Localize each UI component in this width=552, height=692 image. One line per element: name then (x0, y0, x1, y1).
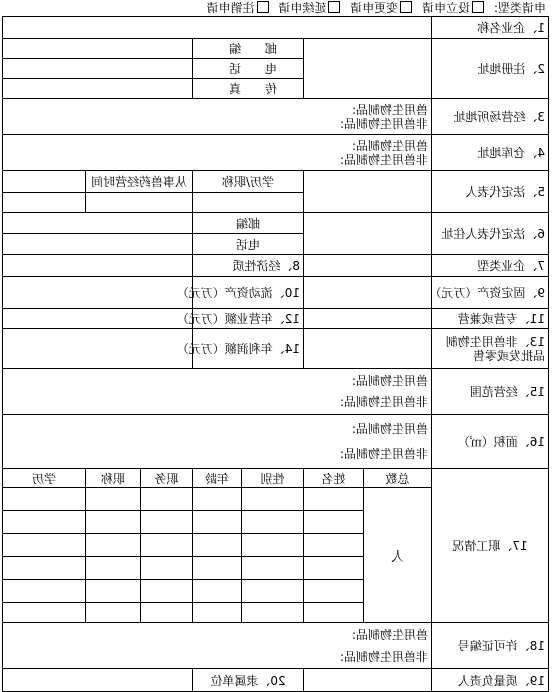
annual-turnover-label: 12、年营业额（万元） (193, 309, 304, 329)
warehouse-address-label: 4、仓库地址 (432, 135, 549, 171)
vet-bio-label: 兽用生物制品: (351, 138, 428, 153)
staff-cell[interactable] (304, 534, 364, 557)
col-gender: 性别 (242, 469, 304, 488)
col-education: 学历 (3, 469, 86, 488)
staff-cell[interactable] (304, 488, 364, 511)
registered-address-label: 2、注册地址 (432, 39, 549, 99)
fax-label: 传 真 (193, 79, 304, 99)
staff-total-value: 人 (364, 488, 432, 623)
economic-nature-label: 8、经济性质 (193, 255, 304, 277)
staff-cell[interactable] (3, 580, 86, 603)
option-cancel[interactable]: 注销申请 (207, 1, 269, 15)
business-address-label: 3、经营场所地址 (432, 99, 549, 135)
application-type-line (0, 0, 552, 16)
business-scope-value[interactable] (3, 369, 432, 415)
staff-cell[interactable] (86, 557, 141, 580)
company-type-value[interactable] (304, 255, 432, 277)
checkbox-icon[interactable] (257, 1, 269, 13)
education-title-label: 学历/职称 (193, 171, 304, 193)
nonvet-bio-label: 非兽用生物制品: (339, 394, 428, 409)
nonvet-bio-label: 非兽用生物制品: (339, 116, 428, 131)
wholesale-retail-value[interactable] (304, 329, 432, 369)
quality-manager-label: 19、质量负责人 (432, 669, 549, 692)
business-scope-label: 15、经营范围 (432, 369, 549, 415)
experience-years-value[interactable] (3, 171, 86, 193)
staff-cell[interactable] (242, 603, 304, 623)
staff-cell[interactable] (242, 557, 304, 580)
option-change[interactable]: 变更申请 (350, 1, 412, 15)
annual-profit-label: 14、年利润额（万元） (193, 329, 304, 369)
affiliated-unit-label: 20、隶属单位 (193, 669, 304, 692)
company-name-value[interactable] (3, 17, 432, 39)
registered-address-value[interactable] (304, 39, 432, 99)
current-assets-value[interactable] (3, 277, 193, 309)
experience-years-label: 从事兽药经营时间 (86, 171, 193, 193)
annual-profit-value[interactable] (3, 329, 193, 369)
col-name: 姓名 (304, 469, 364, 488)
vet-bio-label: 兽用生物制品: (351, 373, 428, 388)
staff-cell[interactable] (141, 488, 193, 511)
staff-cell[interactable] (141, 557, 193, 580)
vet-bio-label: 兽用生物制品: (351, 421, 428, 436)
staff-cell[interactable] (3, 488, 86, 511)
legal-rep-label: 5、法定代表人 (432, 171, 549, 213)
staff-cell[interactable] (3, 511, 86, 534)
license-number-value[interactable] (3, 623, 432, 669)
apply-type-label: 申请类型: (493, 1, 546, 15)
staff-cell[interactable] (141, 511, 193, 534)
education-title-value[interactable] (193, 193, 304, 213)
staff-cell[interactable] (193, 534, 242, 557)
nonvet-bio-label: 非兽用生物制品: (339, 649, 428, 664)
phone-label: 电话 (193, 234, 304, 255)
staff-cell[interactable] (3, 534, 86, 557)
checkbox-icon[interactable] (472, 1, 484, 13)
legal-rep-value[interactable] (304, 171, 432, 213)
fixed-assets-value[interactable] (304, 277, 432, 309)
staff-cell[interactable] (304, 580, 364, 603)
staff-cell[interactable] (193, 557, 242, 580)
area-value[interactable] (3, 415, 432, 469)
staff-cell[interactable] (304, 511, 364, 534)
option-renew[interactable]: 延续申请 (278, 1, 340, 15)
staff-cell[interactable] (3, 557, 86, 580)
staff-cell[interactable] (86, 580, 141, 603)
checkbox-icon[interactable] (328, 1, 340, 13)
nonvet-bio-label: 非兽用生物制品: (339, 152, 428, 167)
vet-bio-label: 兽用生物制品: (351, 102, 428, 117)
staff-cell[interactable] (242, 511, 304, 534)
license-number-label: 18、许可证编号 (432, 623, 549, 669)
checkbox-icon[interactable] (400, 1, 412, 13)
blank-cell[interactable] (3, 193, 86, 213)
staff-cell[interactable] (304, 557, 364, 580)
staff-cell[interactable] (242, 488, 304, 511)
staff-cell[interactable] (193, 511, 242, 534)
staff-cell[interactable] (141, 534, 193, 557)
company-type-label: 7、企业类型 (432, 255, 549, 277)
option-establish[interactable]: 设立申请 (422, 1, 484, 15)
staff-label: 17、职工情况 (432, 469, 549, 623)
col-position: 职务 (141, 469, 193, 488)
area-label: 16、面积（㎡） (432, 415, 549, 469)
fax-value[interactable] (3, 79, 193, 99)
annual-turnover-value[interactable] (3, 309, 193, 329)
phone-value[interactable] (3, 59, 193, 79)
company-name-label: 1、企业名称 (432, 17, 549, 39)
quality-manager-value[interactable] (304, 669, 432, 692)
vet-bio-label: 兽用生物制品: (351, 627, 428, 642)
staff-cell[interactable] (141, 603, 193, 623)
staff-cell[interactable] (193, 603, 242, 623)
affiliated-unit-value[interactable] (3, 669, 193, 692)
current-assets-label: 10、流动资产（万元） (193, 277, 304, 309)
exclusive-or-part-value[interactable] (304, 309, 432, 329)
warehouse-address-value[interactable] (3, 135, 432, 171)
legal-rep-address-value[interactable] (304, 213, 432, 255)
staff-total-label: 总数 (364, 469, 432, 488)
staff-cell[interactable] (304, 603, 364, 623)
phone-label: 电 话 (193, 59, 304, 79)
phone-value[interactable] (3, 234, 193, 255)
postcode-label: 邮 编 (193, 39, 304, 59)
wholesale-retail-label: 13、非兽用生物制品批发或零售 (432, 329, 549, 369)
postcode-value[interactable] (3, 213, 193, 234)
business-address-value[interactable] (3, 99, 432, 135)
col-title: 职称 (86, 469, 141, 488)
staff-cell[interactable] (193, 580, 242, 603)
staff-cell[interactable] (86, 488, 141, 511)
staff-cell[interactable] (86, 603, 141, 623)
staff-cell[interactable] (141, 580, 193, 603)
staff-cell[interactable] (86, 534, 141, 557)
fixed-assets-label: 9、固定资产（万元） (432, 277, 549, 309)
experience-years-value-2[interactable] (86, 193, 193, 213)
staff-cell[interactable] (193, 488, 242, 511)
postcode-value[interactable] (3, 39, 193, 59)
nonvet-bio-label: 非兽用生物制品: (339, 446, 428, 461)
staff-cell[interactable] (86, 511, 141, 534)
staff-cell[interactable] (242, 580, 304, 603)
col-age: 年龄 (193, 469, 242, 488)
staff-cell[interactable] (242, 534, 304, 557)
economic-nature-value[interactable] (3, 255, 193, 277)
exclusive-or-part-label: 11、专营或兼营 (432, 309, 549, 329)
staff-cell[interactable] (3, 603, 86, 623)
application-form-table (2, 16, 549, 692)
legal-rep-address-label: 6、法定代表人住址 (432, 213, 549, 255)
postcode-label: 邮编 (193, 213, 304, 234)
